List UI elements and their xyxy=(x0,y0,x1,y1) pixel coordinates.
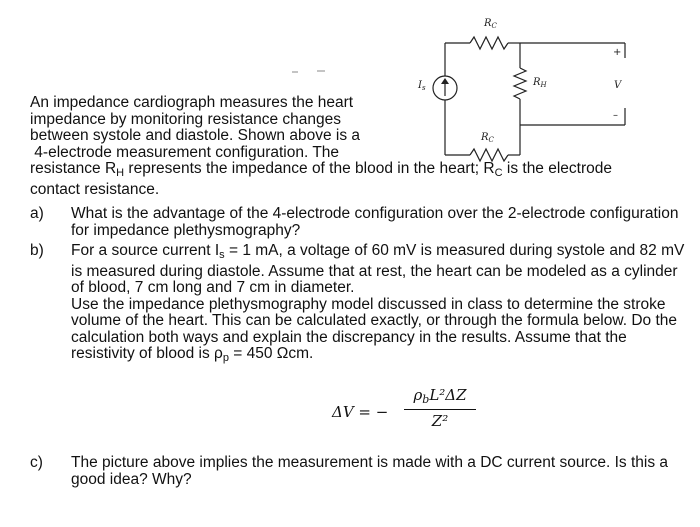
intro-paragraph xyxy=(30,95,395,161)
rh-label: $R_H$ xyxy=(533,77,547,89)
v-label: V xyxy=(614,80,622,91)
minus-label: – xyxy=(613,110,618,121)
formula-lhs: ΔV = − xyxy=(332,403,389,421)
question-text: What is the advantage of the 4-electrode configuration over the 2-electrode configuration for impedance plethysmography? xyxy=(71,205,679,239)
formula-fraction xyxy=(404,386,476,430)
intro-line: between systole and diastole. Shown above is a xyxy=(30,127,361,144)
formula-numerator: $\rho_bL^2\Delta Z$ xyxy=(413,386,467,406)
rc-top-resistor xyxy=(470,37,508,49)
plus-label: + xyxy=(613,47,622,58)
question-text: Use the impedance plethysmography model discussed in class to determine the stroke volume of the heart. This can be calculated exactly, or through the formula below. Do the calculation both ways and explain the discrepancy in the results. Assume that the resistivity of blood is $\rho_p = 450$ Ωcm. xyxy=(71,295,677,364)
question-a xyxy=(30,206,685,242)
fraction-bar xyxy=(404,409,476,410)
question-label: a) xyxy=(30,205,44,222)
rh-resistor xyxy=(514,68,526,99)
question-label: b) xyxy=(30,242,44,259)
question-text: The picture above implies the measurement is made with a DC current source. Is this a good idea? Why? xyxy=(71,454,669,488)
intro-line: 4-electrode measurement configuration. The xyxy=(30,143,340,161)
intro-line-last: contact resistance. xyxy=(30,180,160,198)
intro-line-rh: resistance $R_H$ represents the impedance of the blood in the heart; $R_C$ is the electrode xyxy=(30,160,613,179)
current-source xyxy=(433,76,457,100)
rc-top-label: $R_C$ xyxy=(484,18,497,30)
formula-denominator: Z² xyxy=(431,412,449,430)
rc-bottom-label: $R_C$ xyxy=(481,132,494,144)
question-text: For a source current $I_s = 1$ mA, a voltage of 60 mV is measured during systole and 82 mV is measured during diastole. Assume that at rest, the heart can be modeled as a cylinder of blood, 7 cm long and 7 cm in diameter. xyxy=(71,242,685,296)
is-label: $I_s$ xyxy=(418,80,426,92)
intro-line: impedance by monitoring resistance changes xyxy=(30,110,342,128)
question-c xyxy=(30,455,685,491)
intro-paragraph-cont xyxy=(30,161,690,198)
question-label: c) xyxy=(30,454,43,471)
question-b xyxy=(30,243,685,373)
intro-line: An impedance cardiograph measures the heart xyxy=(30,94,354,111)
